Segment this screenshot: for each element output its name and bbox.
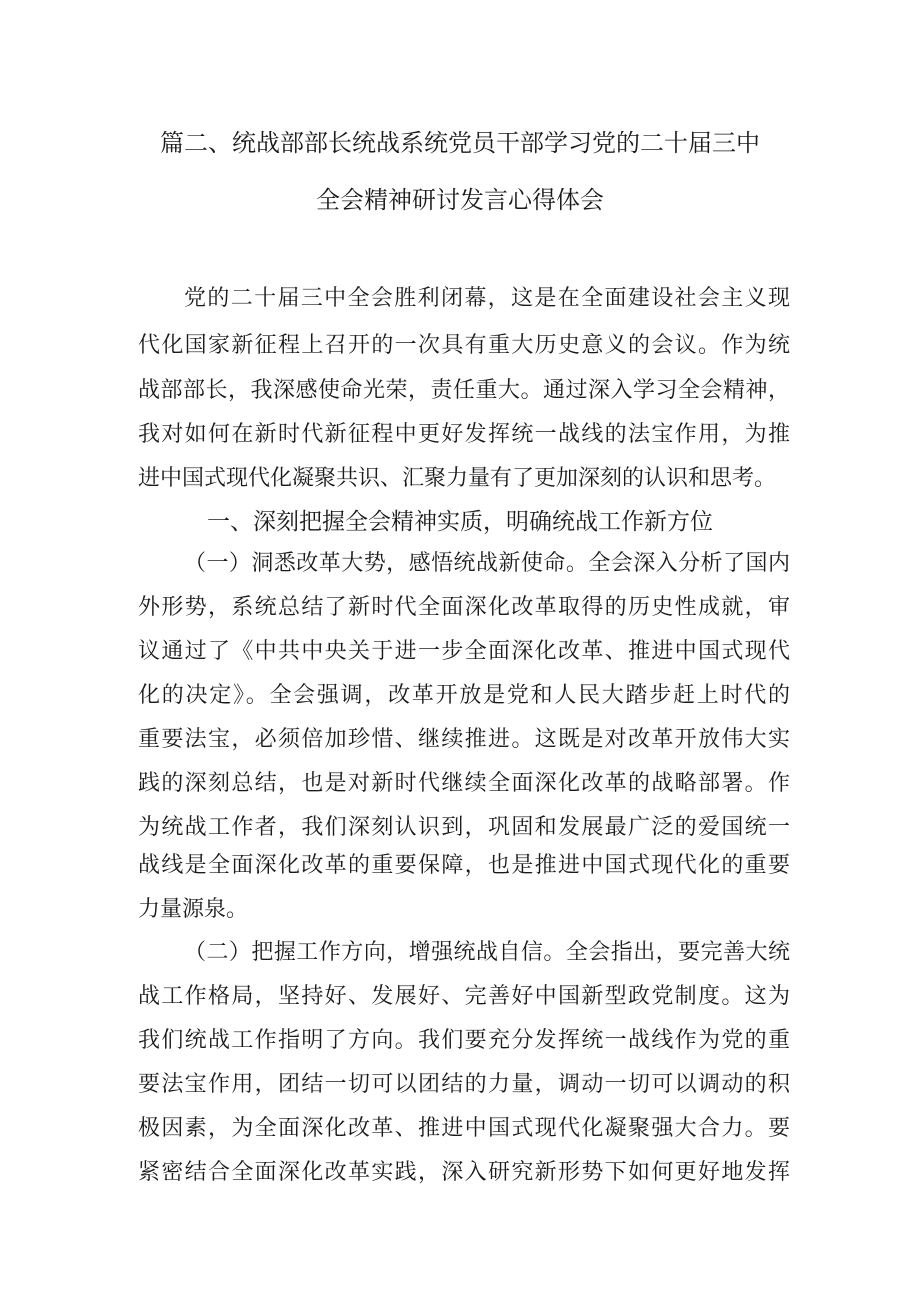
paragraph-line: 紧密结合全面深化改革实践，深入研究新形势下如何更好地发挥 — [138, 1160, 790, 1185]
paragraph-line: 议通过了《中共中央关于进一步全面深化改革、推进中国式现代 — [138, 639, 790, 664]
paragraph-line: 要法宝作用，团结一切可以团结的力量，调动一切可以调动的积 — [138, 1072, 790, 1097]
paragraph-line: 为统战工作者，我们深刻认识到，巩固和发展最广泛的爱国统一 — [138, 815, 790, 840]
paragraph-line: 重要法宝，必须倍加珍惜、继续推进。这既是对改革开放伟大实 — [138, 727, 790, 752]
paragraph-line: （一）洞悉改革大势，感悟统战新使命。全会深入分析了国内 — [184, 551, 790, 576]
paragraph-line: 战线是全面深化改革的重要保障，也是推进中国式现代化的重要 — [138, 853, 790, 878]
paragraph-line: 力量源泉。 — [138, 897, 249, 922]
intro-line: 我对如何在新时代新征程中更好发挥统一战线的法宝作用，为推 — [138, 422, 790, 447]
intro-line: 党的二十届三中全会胜利闭幕，这是在全面建设社会主义现 — [184, 286, 790, 311]
intro-line: 战部部长，我深感使命光荣，责任重大。通过深入学习全会精神， — [138, 378, 790, 403]
section-heading: 一、深刻把握全会精神实质，明确统战工作新方位 — [207, 509, 713, 535]
paragraph-line: 我们统战工作指明了方向。我们要充分发挥统一战线作为党的重 — [138, 1028, 790, 1053]
intro-line: 进中国式现代化凝聚共识、汇聚力量有了更加深刻的认识和思考。 — [138, 466, 777, 491]
paragraph-line: 战工作格局，坚持好、发展好、完善好中国新型政党制度。这为 — [138, 984, 790, 1009]
document-title-line-1: 篇二、统战部部长统战系统党员干部学习党的二十届三中 — [160, 129, 760, 157]
paragraph-line: 外形势，系统总结了新时代全面深化改革取得的历史性成就，审 — [138, 595, 790, 620]
paragraph-line: 践的深刻总结，也是对新时代继续全面深化改革的战略部署。作 — [138, 771, 790, 796]
paragraph-line: （二）把握工作方向，增强统战自信。全会指出，要完善大统 — [184, 940, 790, 965]
paragraph-line: 化的决定》。全会强调，改革开放是党和人民大踏步赶上时代的 — [138, 683, 790, 708]
paragraph-line: 极因素，为全面深化改革、推进中国式现代化凝聚强大合力。要 — [138, 1116, 790, 1141]
intro-line: 代化国家新征程上召开的一次具有重大历史意义的会议。作为统 — [138, 333, 790, 358]
document-title-line-2: 全会精神研讨发言心得体会 — [316, 186, 604, 214]
